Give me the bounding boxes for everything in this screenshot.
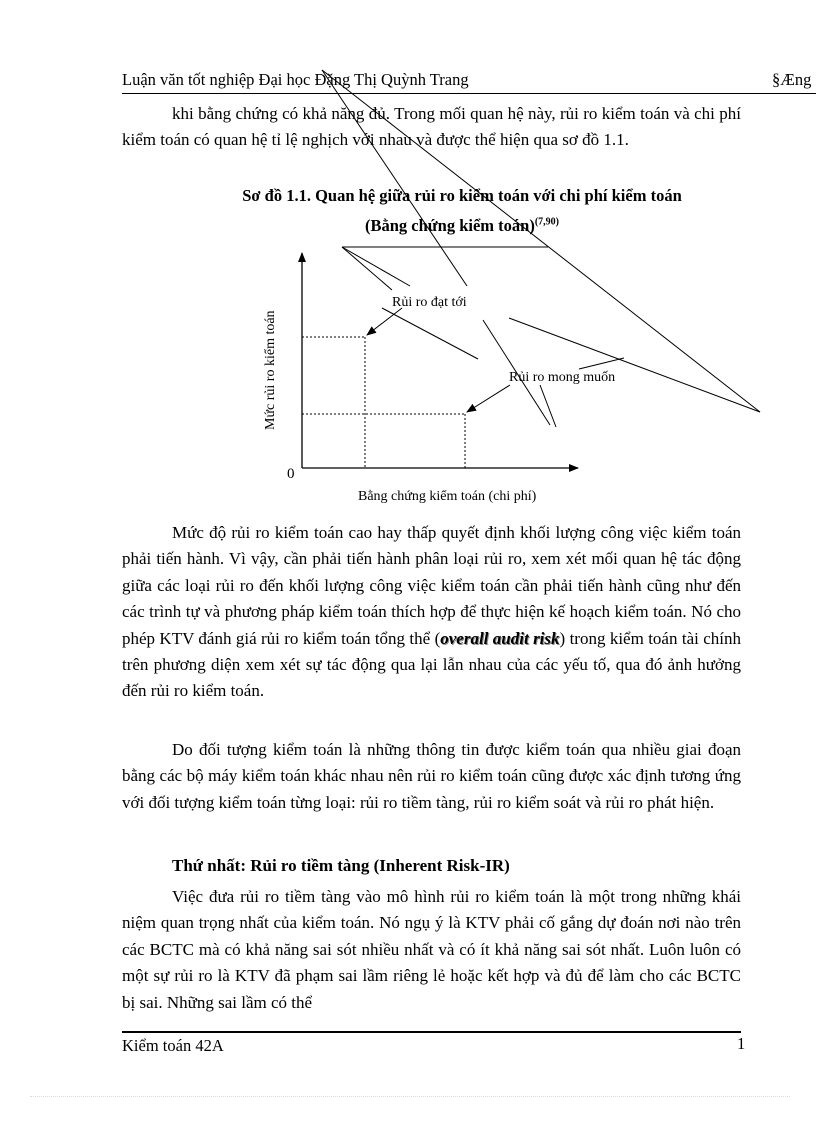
y-axis-label: Mức rủi ro kiểm toán — [263, 310, 278, 430]
header-title: Luận văn tốt nghiệp Đại học Đặng Thị Quỳnh Trang — [122, 70, 469, 89]
figure-subtitle-text: (Bằng chứng kiểm toán) — [364, 216, 535, 235]
paragraph-1-start: Mức độ rủi ro kiểm toán cao hay thấp quyết định khối lượng công việc kiểm toán phải tiến hành. Vì vậy, cần phải tiến hành phân loại rủi ro, xem xét mối quan hệ tác động giữa các loại rủi ro đến khối lượng công việc kiểm toán cần phải tiến hành cũng như đến các trình tự và phương pháp kiểm toán thích hợp để thực hiện kế hoạch kiểm toán. Nó cho phép KTV đánh giá rủi ro kiểm toán tổng thể ( — [122, 523, 741, 648]
x-axis-label: Bằng chứng kiểm toán (chi phí) — [358, 489, 537, 504]
achieved-risk-arrow — [367, 308, 402, 335]
header-garbled-text: §Æng — [772, 70, 812, 89]
callout-desired-risk: Rủi ro mong muốn — [509, 370, 616, 385]
figure-title: Sơ đồ 1.1. Quan hệ giữa rủi ro kiểm toán với chi phí kiểm toán — [242, 186, 682, 205]
footer-rule — [122, 1031, 741, 1033]
page-bottom-dotted-rule — [30, 1096, 790, 1097]
callout-achieved-risk: Rủi ro đạt tới — [392, 295, 467, 310]
body-paragraph-1 — [122, 520, 741, 705]
body-paragraph-3: Việc đưa rủi ro tiềm tàng vào mô hình rủi ro kiểm toán là một trong những khái niệm quan trọng nhất của kiểm toán. Nó ngụ ý là KTV phải cố gắng dự đoán nơi nào trên các BCTC mà có khả năng sai sót nhiều nhất và có ít khả năng sai sót nhất. Luôn luôn có một sự rủi ro là KTV đã phạm sai lầm riêng lẻ hoặc kết hợp và đủ để làm cho các BCTC bị sai. Những sai lầm có thể — [122, 887, 741, 1012]
figure-subtitle-ref: (7,90) — [534, 216, 560, 228]
overall-audit-risk-term: overall audit risk — [440, 628, 560, 648]
footer-course: Kiểm toán 42A — [122, 1036, 224, 1055]
paragraph-1-end: ) trong kiểm toán tài chính trên phương diện xem xét sự tác động qua lại lẫn nhau của các yếu tố, qua đó ảnh hưởng đến rủi ro kiểm toán. — [122, 628, 741, 701]
origin-label: 0 — [287, 466, 295, 482]
section-heading: Thứ nhất: Rủi ro tiềm tàng (Inherent Risk-IR) — [172, 856, 510, 875]
page-number: 1 — [737, 1034, 746, 1053]
body-paragraph-2: Do đối tượng kiểm toán là những thông tin được kiểm toán qua nhiều giai đoạn bằng các bộ máy kiểm toán khác nhau nên rủi ro kiểm toán cũng được xác định tương ứng với đối tượng kiểm toán từng loại: rủi ro tiềm tàng, rủi ro kiểm soát và rủi ro phát hiện. — [122, 740, 741, 812]
intro-paragraph: khi bằng chứng có khả năng đủ. Trong mối quan hệ này, rủi ro kiểm toán và chi phí kiểm toán có quan hệ tỉ lệ nghịch với nhau và được thể hiện qua sơ đồ 1.1. — [122, 104, 741, 150]
desired-risk-arrow — [467, 385, 510, 412]
